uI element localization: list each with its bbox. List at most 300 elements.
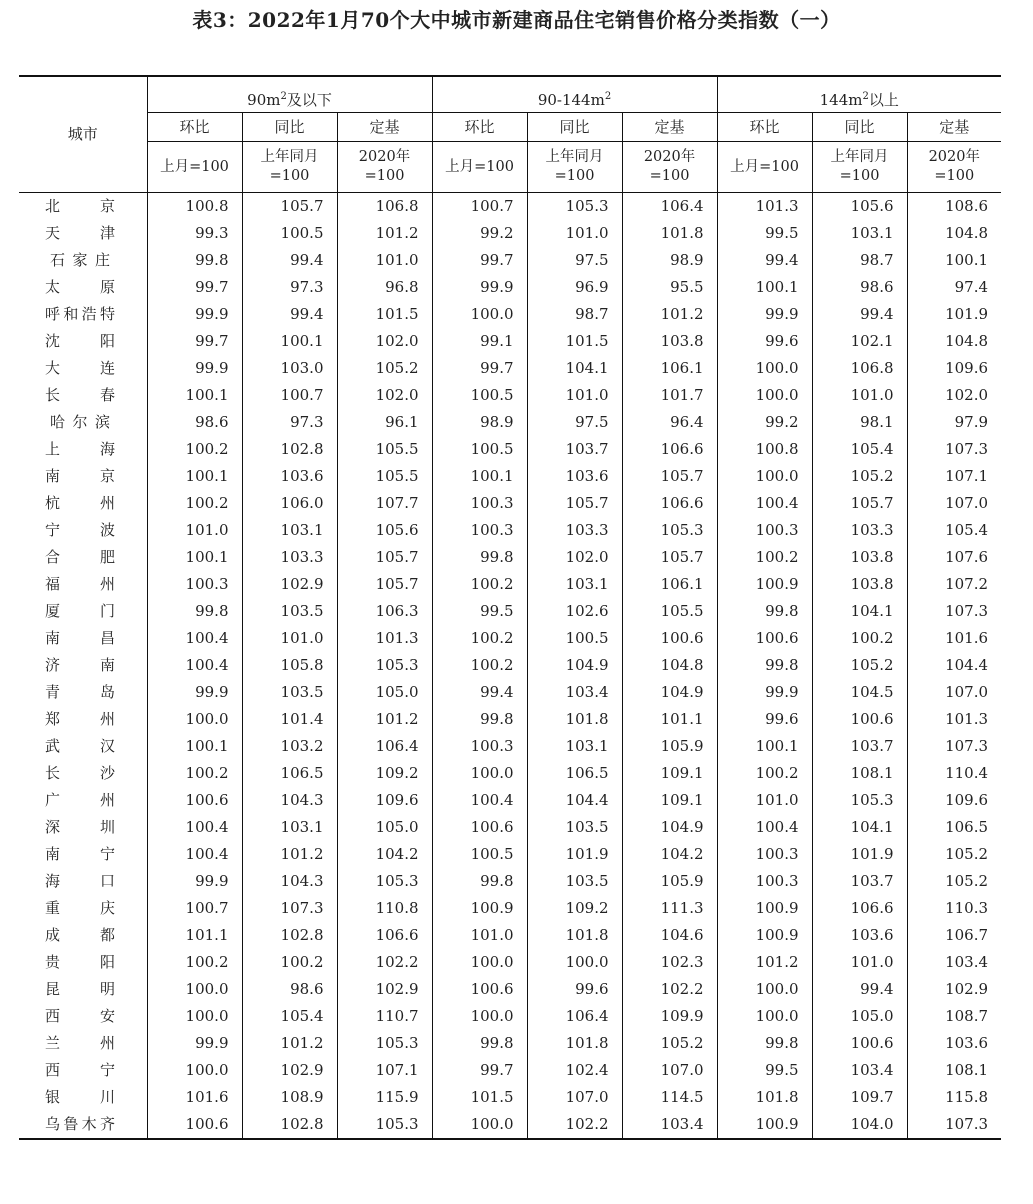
city-name: 呼和浩特 [45,305,115,323]
sub-header: 同比 [242,113,337,142]
value-cell: 105.7 [622,544,717,571]
value-cell: 99.4 [432,679,527,706]
value-cell: 97.5 [527,409,622,436]
value-cell: 100.7 [432,193,527,221]
value-cell: 100.2 [432,625,527,652]
value-cell: 100.4 [717,490,812,517]
value-cell: 103.3 [812,517,907,544]
base-header: 上年同月 =100 [527,142,622,193]
value-cell: 100.9 [717,1111,812,1139]
value-cell: 99.9 [147,355,242,382]
value-cell: 103.0 [242,355,337,382]
table-row [19,976,1001,1003]
value-cell: 106.6 [812,895,907,922]
city-cell [19,382,147,409]
city-cell [19,652,147,679]
table-row [19,652,1001,679]
table-row [19,463,1001,490]
value-cell: 105.0 [337,814,432,841]
value-cell: 100.0 [432,1003,527,1030]
value-cell: 101.2 [337,220,432,247]
city-name: 广州 [45,791,115,809]
table-row [19,949,1001,976]
value-cell: 101.8 [622,220,717,247]
value-cell: 101.8 [717,1084,812,1111]
value-cell: 110.8 [337,895,432,922]
value-cell: 105.6 [812,193,907,221]
value-cell: 101.5 [432,1084,527,1111]
value-cell: 103.7 [812,733,907,760]
table-row [19,1084,1001,1111]
value-cell: 99.5 [717,220,812,247]
value-cell: 103.8 [622,328,717,355]
value-cell: 101.0 [717,787,812,814]
value-cell: 103.5 [242,679,337,706]
table-row [19,301,1001,328]
city-name: 南宁 [45,845,115,863]
value-cell: 105.7 [527,490,622,517]
value-cell: 105.2 [945,845,989,863]
value-cell: 107.2 [945,575,989,593]
base-header: 2020年 =100 [337,142,432,193]
value-cell: 110.3 [945,899,989,917]
value-cell: 99.8 [717,1030,812,1057]
value-cell: 100.0 [717,355,812,382]
value-cell: 106.4 [622,193,717,221]
value-cell: 99.9 [147,1030,242,1057]
value-cell: 103.5 [527,868,622,895]
value-cell: 100.0 [147,1057,242,1084]
value-cell: 106.3 [337,598,432,625]
value-cell: 103.1 [242,517,337,544]
value-cell: 105.3 [337,868,432,895]
value-cell: 100.4 [147,814,242,841]
value-cell: 103.1 [527,571,622,598]
value-cell: 102.2 [622,976,717,1003]
value-cell: 99.9 [147,301,242,328]
value-cell: 98.6 [242,976,337,1003]
value-cell: 99.8 [717,652,812,679]
value-cell: 97.3 [242,409,337,436]
value-cell: 103.7 [812,868,907,895]
value-cell: 101.6 [147,1084,242,1111]
value-cell: 98.7 [812,247,907,274]
value-cell: 100.2 [147,490,242,517]
value-cell: 100.7 [242,382,337,409]
value-cell: 100.2 [717,760,812,787]
value-cell: 101.0 [527,382,622,409]
city-cell [19,328,147,355]
city-name: 上海 [45,440,115,458]
value-cell: 100.8 [717,436,812,463]
value-cell: 101.0 [337,247,432,274]
value-cell: 101.5 [337,301,432,328]
base-header: 上年同月 =100 [242,142,337,193]
table-row [19,1057,1001,1084]
table-row [19,571,1001,598]
value-cell: 100.2 [147,949,242,976]
value-cell: 108.1 [945,1061,989,1079]
value-cell: 106.1 [622,571,717,598]
city-name: 济南 [45,656,115,674]
value-cell: 106.8 [337,193,432,221]
value-cell: 105.3 [337,652,432,679]
value-cell: 105.8 [242,652,337,679]
value-cell: 100.4 [147,841,242,868]
group-header-large: $144m^2$以上 [717,76,1001,113]
value-cell: 100.0 [147,976,242,1003]
value-cell: 99.6 [717,328,812,355]
city-name: 大连 [45,359,115,377]
value-cell: 100.6 [622,625,717,652]
table-row [19,1030,1001,1057]
value-cell: 104.8 [945,332,989,350]
value-cell: 106.1 [622,355,717,382]
value-cell: 100.2 [812,625,907,652]
value-cell: 100.1 [717,274,812,301]
value-cell: 99.8 [147,598,242,625]
value-cell: 104.8 [622,652,717,679]
value-cell: 102.2 [337,949,432,976]
sub-header: 环比 [147,113,242,142]
value-cell: 107.7 [337,490,432,517]
value-cell: 99.7 [147,328,242,355]
city-cell [19,922,147,949]
city-name: 武汉 [45,737,115,755]
value-cell: 103.8 [812,571,907,598]
value-cell: 100.9 [432,895,527,922]
value-cell: 105.5 [337,463,432,490]
value-cell: 101.7 [622,382,717,409]
value-cell: 109.9 [622,1003,717,1030]
value-cell: 100.1 [147,463,242,490]
value-cell: 103.4 [527,679,622,706]
city-name: 南昌 [45,629,115,647]
value-cell: 105.2 [812,463,907,490]
value-cell: 101.4 [242,706,337,733]
table-row [19,436,1001,463]
value-cell: 99.9 [717,301,812,328]
table-row [19,679,1001,706]
value-cell: 102.6 [527,598,622,625]
value-cell: 102.8 [242,1111,337,1139]
base-header: 2020年 =100 [622,142,717,193]
value-cell: 99.8 [147,247,242,274]
value-cell: 103.1 [242,814,337,841]
table-row [19,1111,1001,1139]
city-cell [19,247,147,274]
value-cell: 101.2 [717,949,812,976]
value-cell: 102.0 [527,544,622,571]
value-cell: 101.3 [337,625,432,652]
value-cell: 103.6 [945,1034,989,1052]
value-cell: 104.3 [242,787,337,814]
value-cell: 115.8 [945,1088,989,1106]
value-cell: 100.2 [242,949,337,976]
value-cell: 99.4 [242,247,337,274]
table-row [19,274,1001,301]
value-cell: 101.6 [945,629,989,647]
table-row [19,841,1001,868]
value-cell: 99.4 [242,301,337,328]
value-cell: 103.6 [242,463,337,490]
value-cell: 99.7 [147,274,242,301]
value-cell: 109.1 [622,787,717,814]
value-cell: 102.0 [337,382,432,409]
table-row [19,895,1001,922]
value-cell: 100.3 [717,841,812,868]
value-cell: 104.2 [337,841,432,868]
value-cell: 109.2 [527,895,622,922]
base-header: 上月=100 [147,142,242,193]
city-cell [19,220,147,247]
value-cell: 99.3 [147,220,242,247]
value-cell: 98.9 [432,409,527,436]
value-cell: 107.3 [945,602,989,620]
value-cell: 99.9 [147,868,242,895]
value-cell: 100.9 [717,895,812,922]
value-cell: 105.3 [812,787,907,814]
city-cell [19,625,147,652]
value-cell: 101.3 [945,710,989,728]
value-cell: 100.0 [432,1111,527,1139]
value-cell: 105.7 [337,544,432,571]
city-name: 西安 [45,1007,115,1025]
value-cell: 104.9 [622,679,717,706]
value-cell: 100.2 [717,544,812,571]
value-cell: 99.4 [717,247,812,274]
table-row [19,409,1001,436]
value-cell: 100.1 [717,733,812,760]
value-cell: 100.4 [147,652,242,679]
value-cell: 103.4 [622,1111,717,1139]
value-cell: 100.4 [717,814,812,841]
city-name: 长春 [45,386,115,404]
city-cell [19,517,147,544]
value-cell: 97.5 [527,247,622,274]
city-name: 宁波 [45,521,115,539]
value-cell: 105.3 [527,193,622,221]
value-cell: 101.2 [242,841,337,868]
value-cell: 104.1 [527,355,622,382]
sub-header-row [19,113,1001,142]
value-cell: 103.5 [242,598,337,625]
value-cell: 100.6 [812,1030,907,1057]
value-cell: 98.1 [812,409,907,436]
value-cell: 106.6 [622,490,717,517]
value-cell: 108.6 [945,197,989,215]
value-cell: 103.8 [812,544,907,571]
table-row [19,490,1001,517]
value-cell: 104.1 [812,598,907,625]
value-cell: 100.6 [717,625,812,652]
value-cell: 105.2 [622,1030,717,1057]
city-name: 昆明 [45,980,115,998]
value-cell: 106.5 [242,760,337,787]
city-cell [19,706,147,733]
base-header: 2020年 =100 [907,142,1001,193]
value-cell: 106.4 [527,1003,622,1030]
city-cell [19,679,147,706]
value-cell: 100.5 [432,382,527,409]
value-cell: 96.8 [337,274,432,301]
value-cell: 98.9 [622,247,717,274]
value-cell: 100.2 [432,652,527,679]
sub-header: 定基 [337,113,432,142]
value-cell: 107.1 [945,467,989,485]
value-cell: 100.6 [432,976,527,1003]
value-cell: 104.4 [945,656,989,674]
value-cell: 99.9 [432,274,527,301]
value-cell: 99.4 [812,976,907,1003]
value-cell: 103.7 [527,436,622,463]
value-cell: 100.0 [717,382,812,409]
value-cell: 105.4 [242,1003,337,1030]
city-cell [19,193,147,221]
value-cell: 99.8 [432,706,527,733]
value-cell: 98.6 [812,274,907,301]
base-header: 上年同月 =100 [812,142,907,193]
value-cell: 99.8 [432,1030,527,1057]
value-cell: 100.9 [717,922,812,949]
table-row [19,247,1001,274]
city-cell [19,490,147,517]
value-cell: 99.2 [717,409,812,436]
value-cell: 100.5 [242,220,337,247]
value-cell: 103.6 [812,922,907,949]
value-cell: 105.3 [622,517,717,544]
value-cell: 98.6 [147,409,242,436]
value-cell: 100.3 [717,868,812,895]
group-header-medium: $90-144m^2$ [432,76,717,113]
city-cell [19,598,147,625]
city-name: 银川 [45,1088,115,1106]
base-header-row [19,142,1001,193]
value-cell: 100.4 [432,787,527,814]
value-cell: 102.3 [622,949,717,976]
value-cell: 100.9 [717,571,812,598]
table-row [19,355,1001,382]
value-cell: 108.1 [812,760,907,787]
value-cell: 100.0 [147,1003,242,1030]
value-cell: 101.0 [812,382,907,409]
value-cell: 104.8 [945,224,989,242]
value-cell: 100.3 [432,517,527,544]
value-cell: 106.7 [945,926,989,944]
value-cell: 97.9 [954,413,989,431]
sub-header: 同比 [812,113,907,142]
value-cell: 101.1 [622,706,717,733]
value-cell: 104.2 [622,841,717,868]
city-cell [19,1003,147,1030]
value-cell: 100.6 [147,787,242,814]
city-cell [19,895,147,922]
value-cell: 107.0 [527,1084,622,1111]
city-cell [19,1084,147,1111]
city-name: 重庆 [45,899,115,917]
value-cell: 105.5 [337,436,432,463]
value-cell: 105.3 [337,1111,432,1139]
value-cell: 101.8 [527,1030,622,1057]
value-cell: 110.4 [945,764,989,782]
value-cell: 105.4 [812,436,907,463]
city-cell [19,1030,147,1057]
value-cell: 102.4 [527,1057,622,1084]
value-cell: 101.0 [147,517,242,544]
table-row [19,220,1001,247]
city-name: 南京 [45,467,115,485]
value-cell: 100.1 [147,382,242,409]
value-cell: 105.7 [622,463,717,490]
city-name: 北京 [45,197,115,215]
city-cell [19,733,147,760]
value-cell: 104.6 [622,922,717,949]
value-cell: 99.7 [432,355,527,382]
value-cell: 101.9 [812,841,907,868]
value-cell: 105.6 [337,517,432,544]
sub-header: 同比 [527,113,622,142]
value-cell: 100.1 [242,328,337,355]
value-cell: 102.9 [337,976,432,1003]
value-cell: 105.2 [945,872,989,890]
value-cell: 100.8 [147,193,242,221]
value-cell: 101.1 [147,922,242,949]
city-cell [19,814,147,841]
city-name: 西宁 [45,1061,115,1079]
value-cell: 100.3 [432,490,527,517]
value-cell: 105.7 [812,490,907,517]
table-row [19,760,1001,787]
value-cell: 102.8 [242,436,337,463]
sub-header: 环比 [717,113,812,142]
table-row [19,814,1001,841]
value-cell: 105.3 [337,1030,432,1057]
city-cell [19,409,147,436]
value-cell: 100.6 [147,1111,242,1139]
table-row [19,328,1001,355]
table-row [19,598,1001,625]
city-name: 成都 [45,926,115,944]
value-cell: 101.2 [337,706,432,733]
table-row [19,733,1001,760]
value-cell: 101.0 [527,220,622,247]
city-name: 兰州 [45,1034,115,1052]
city-cell [19,301,147,328]
value-cell: 101.8 [527,706,622,733]
value-cell: 103.6 [527,463,622,490]
value-cell: 107.3 [242,895,337,922]
value-cell: 98.7 [527,301,622,328]
value-cell: 97.4 [954,278,989,296]
value-cell: 100.2 [432,571,527,598]
table-row [19,1003,1001,1030]
value-cell: 100.5 [432,436,527,463]
value-cell: 100.5 [527,625,622,652]
value-cell: 109.6 [945,791,989,809]
value-cell: 100.0 [527,949,622,976]
city-name: 贵阳 [45,953,115,971]
value-cell: 109.2 [337,760,432,787]
value-cell: 99.6 [527,976,622,1003]
value-cell: 102.8 [242,922,337,949]
city-cell [19,544,147,571]
value-cell: 102.0 [337,328,432,355]
city-name: 沈阳 [45,332,115,350]
city-cell [19,571,147,598]
value-cell: 109.7 [812,1084,907,1111]
value-cell: 105.0 [812,1003,907,1030]
city-name: 福州 [45,575,115,593]
